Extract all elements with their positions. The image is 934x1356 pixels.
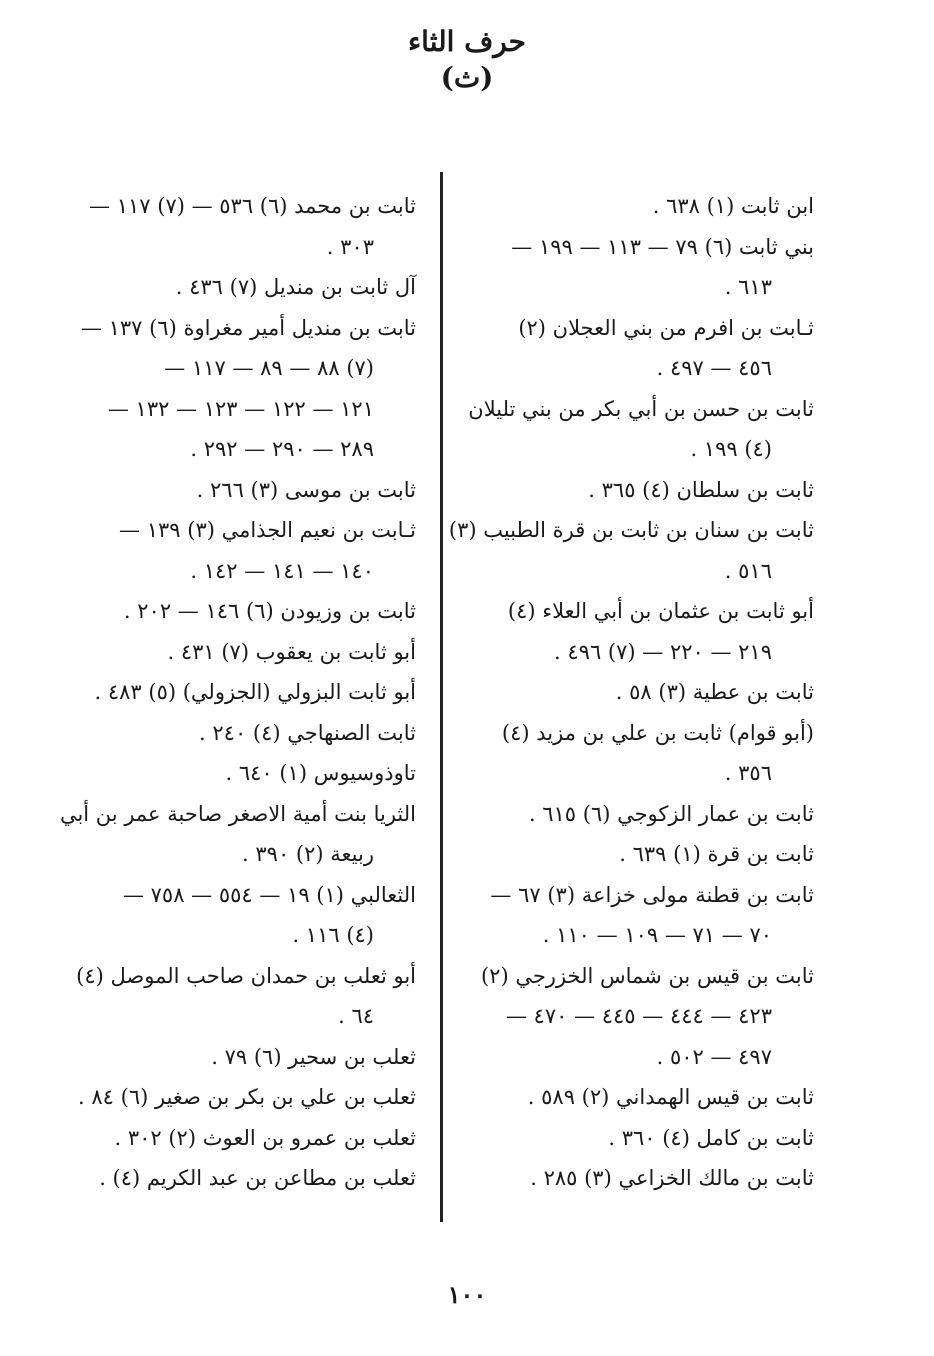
index-entry: ثابت بن منديل أمير مغراوة (٦) ١٣٧ —: [80, 315, 416, 340]
index-entry: ثـابت بن افرم من بني العجلان (٢): [518, 315, 814, 340]
index-entry: ١٢١ — ١٢٢ — ١٢٣ — ١٣٢ —: [107, 396, 374, 421]
index-entry: ثعلب بن علي بن بكر بن صغير (٦) ٨٤ .: [78, 1085, 416, 1109]
index-entry: ٤٢٣ — ٤٤٤ — ٤٤٥ — ٤٧٠ —: [505, 1004, 772, 1028]
index-column-left: [51, 186, 416, 1199]
index-entry: (أبو قوام) ثابت بن علي بن مزيد (٤): [501, 720, 814, 745]
index-entry: ٦١٣ .: [724, 275, 772, 299]
index-entry: ثابت بن وزيودن (٦) ١٤٦ — ٢٠٢ .: [123, 599, 416, 623]
index-entry: ثابت بن موسى (٣) ٢٦٦ .: [196, 477, 416, 502]
index-entry: ١٤٠ — ١٤١ — ١٤٢ .: [190, 558, 374, 583]
index-entry: ٣٠٣ .: [326, 234, 374, 259]
index-entry: أبو ثابت البزولي (الجزولي) (٥) ٤٨٣ .: [94, 680, 416, 704]
index-column-right: [448, 186, 814, 1199]
index-entry: أبو ثابت بن يعقوب (٧) ٤٣١ .: [167, 639, 416, 664]
index-entry: ٧٠ — ٧١ — ١٠٩ — ١١٠ .: [542, 923, 772, 947]
index-entry: ثابت بن قيس الهمداني (٢) ٥٨٩ .: [527, 1085, 814, 1109]
index-entry: ثابت بن حسن بن أبي بكر من بني تليلان: [468, 396, 814, 421]
index-entry: ثعلب بن مطاعن بن عبد الكريم (٤) .: [99, 1166, 416, 1190]
index-entry: ٥١٦ .: [724, 558, 772, 583]
index-entry: ٢١٩ — ٢٢٠ — (٧) ٤٩٦ .: [554, 639, 772, 664]
index-entry: (٤) ١١٦ .: [292, 923, 374, 947]
column-divider: [440, 172, 443, 1222]
index-entry: الثعالبي (١) ١٩ — ٥٥٤ — ٧٥٨ —: [122, 882, 416, 907]
index-entry: ثابت بن قيس بن شماس الخزرجي (٢): [480, 963, 814, 988]
section-letter: (ث): [440, 61, 494, 94]
index-entry: ثابت بن سلطان (٤) ٣٦٥ .: [588, 477, 814, 502]
index-entry: ثعلب بن عمرو بن العوث (٢) ٣٠٢ .: [114, 1125, 416, 1150]
index-entry: الثريا بنت أمية الاصغر صاحبة عمر بن أبي: [59, 801, 416, 826]
index-entry: آل ثابت بن منديل (٧) ٤٣٦ .: [175, 275, 416, 299]
index-entry: ابن ثابت (١) ٦٣٨ .: [652, 194, 814, 218]
index-entry: ٦٤ .: [338, 1004, 374, 1028]
index-entry: ثابت بن مالك الخزاعي (٣) ٢٨٥ .: [530, 1166, 814, 1190]
index-entry: (٤) ١٩٩ .: [690, 437, 772, 461]
page-number: ١٠٠: [447, 1280, 487, 1309]
index-entry: (٧) ٨٨ — ٨٩ — ١١٧ —: [164, 356, 374, 380]
index-entry: بني ثابت (٦) ٧٩ — ١١٣ — ١٩٩ —: [511, 234, 814, 259]
section-title: حرف الثاء: [408, 25, 526, 58]
index-entry: تاوذوسيوس (١) ٦٤٠ .: [225, 761, 416, 785]
index-entry: ربيعة (٢) ٣٩٠ .: [242, 842, 374, 866]
index-entry: ثابت بن عطية (٣) ٥٨ .: [615, 680, 814, 704]
index-entry: ثابت بن محمد (٦) ٥٣٦ — (٧) ١١٧ —: [89, 194, 416, 218]
index-entry: ثابت الصنهاجي (٤) ٢٤٠ .: [199, 720, 416, 745]
index-entry: ٤٩٧ — ٥٠٢ .: [656, 1044, 772, 1069]
index-entry: ثابت بن قطنة مولى خزاعة (٣) ٦٧ —: [490, 882, 814, 907]
index-entry: ثـابت بن نعيم الجذامي (٣) ١٣٩ —: [119, 518, 416, 542]
page-header: [0, 24, 934, 96]
index-entry: ٤٥٦ — ٤٩٧ .: [656, 356, 772, 380]
index-entry: ثابت بن عمار الزكوجي (٦) ٦١٥ .: [528, 801, 814, 826]
index-entry: ثعلب بن سحير (٦) ٧٩ .: [211, 1044, 416, 1069]
index-entry: ٣٥٦ .: [724, 761, 772, 785]
index-entry: ثابت بن قرة (١) ٦٣٩ .: [619, 842, 814, 866]
index-entry: ثابت بن كامل (٤) ٣٦٠ .: [608, 1125, 814, 1150]
index-entry: ثابت بن سنان بن ثابت بن قرة الطبيب (٣): [448, 518, 814, 542]
index-entry: أبو ثابت بن عثمان بن أبي العلاء (٤): [507, 599, 814, 623]
index-entry: أبو ثعلب بن حمدان صاحب الموصل (٤): [76, 963, 416, 988]
index-entry: ٢٨٩ — ٢٩٠ — ٢٩٢ .: [190, 437, 374, 461]
